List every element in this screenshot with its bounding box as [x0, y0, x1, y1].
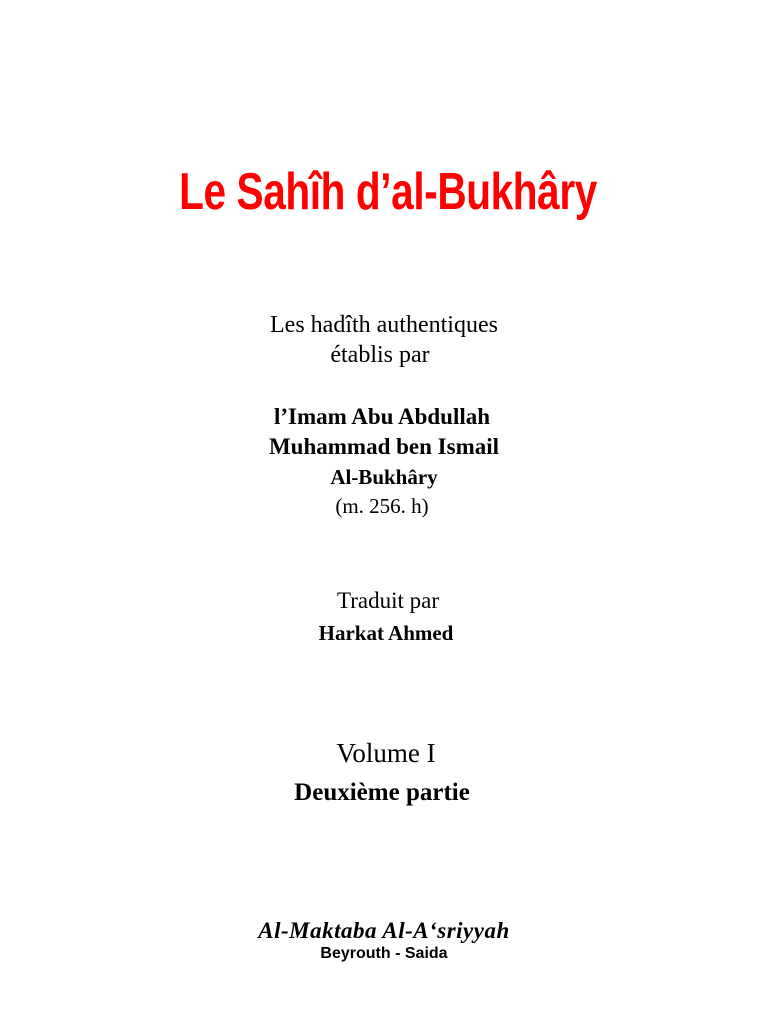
translator-name: Harkat Ahmed [318, 621, 454, 645]
author-death-date: (m. 256. h) [335, 494, 429, 518]
book-title: Le Sahîh d’al-Bukhâry [179, 163, 597, 221]
author-name-line-2: Muhammad ben Ismail [268, 434, 500, 459]
volume-part: Deuxième partie [294, 779, 470, 806]
publisher-name: Al-Maktaba Al-A‘sriyyah [258, 918, 510, 943]
volume-number: Volume I [336, 738, 436, 768]
author-name-line-1: l’Imam Abu Abdullah [273, 404, 491, 429]
author-name-line-3: Al-Bukhâry [330, 465, 438, 489]
translated-by-label: Traduit par [336, 588, 439, 613]
publisher-city: Beyrouth - Saida [320, 945, 448, 962]
subtitle-line-2: établis par [330, 342, 430, 368]
subtitle-line-1: Les hadîth authentiques [270, 312, 498, 338]
